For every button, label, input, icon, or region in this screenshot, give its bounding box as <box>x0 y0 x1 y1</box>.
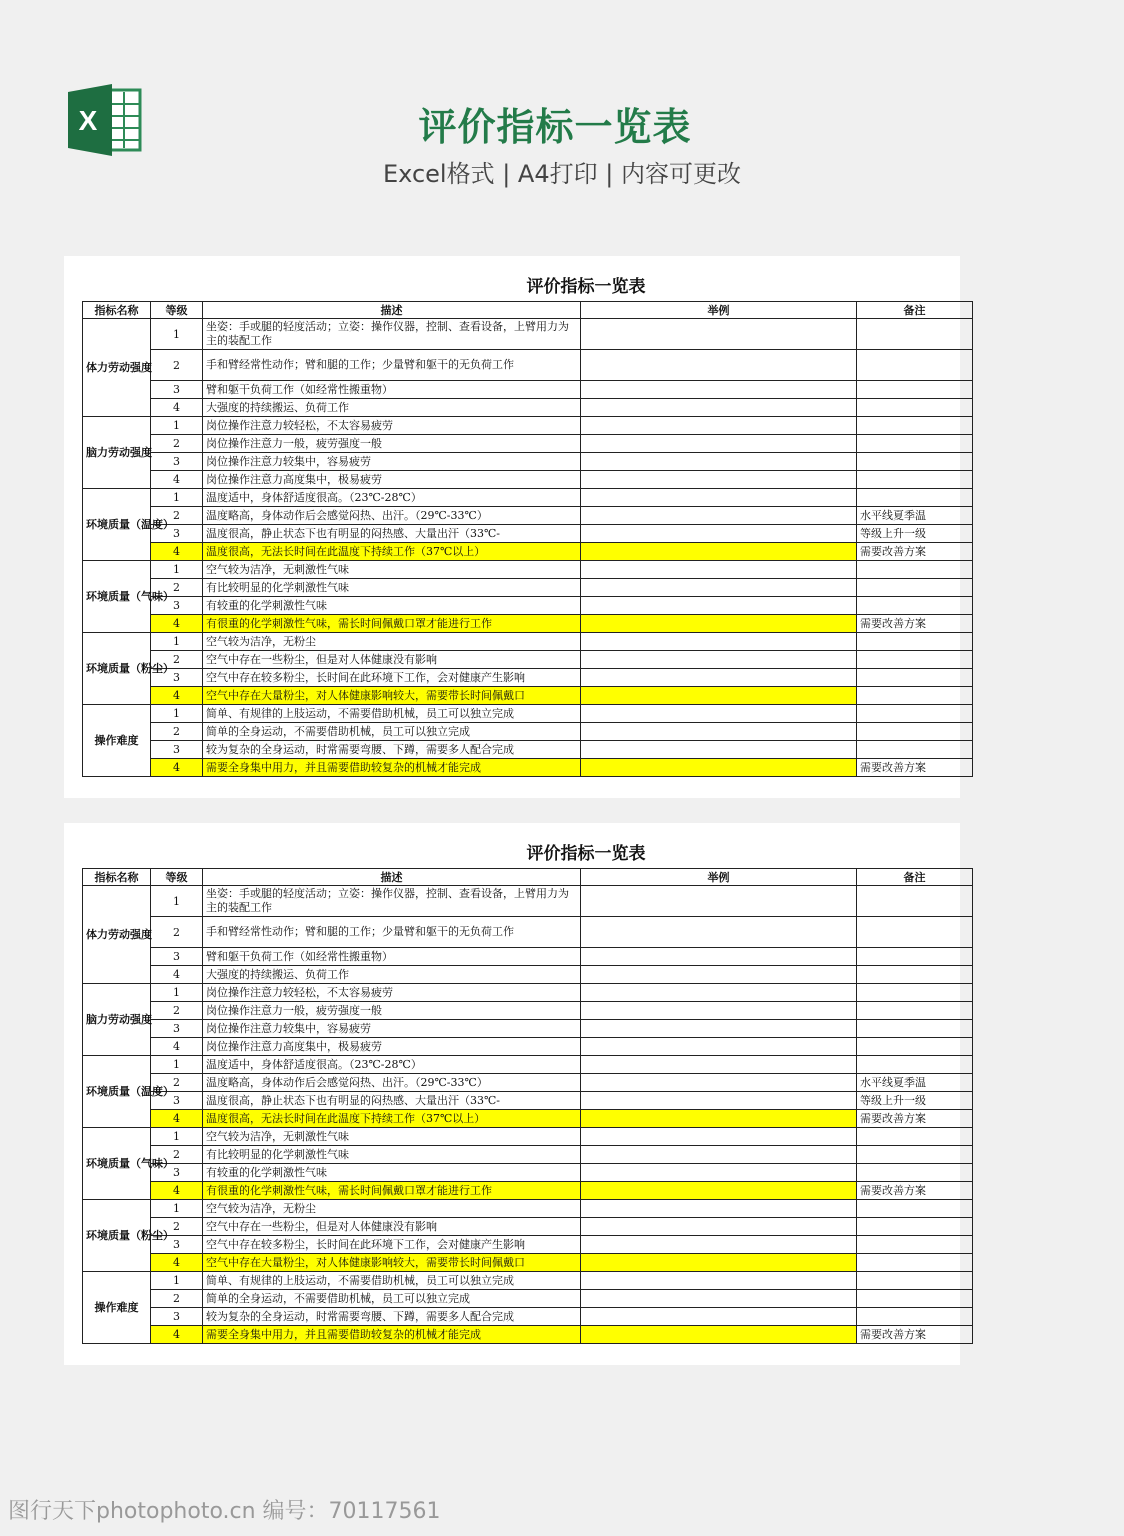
note-cell <box>857 1056 973 1074</box>
column-header: 描述 <box>203 869 581 886</box>
note-cell <box>857 597 973 615</box>
note-cell <box>857 1038 973 1056</box>
example-cell <box>581 417 857 435</box>
table-row <box>83 1074 973 1092</box>
example-cell <box>581 705 857 723</box>
indicator-name-cell: 体力劳动强度 <box>83 886 151 984</box>
table-row <box>83 579 973 597</box>
description-cell: 需要全身集中用力，并且需要借助较复杂的机械才能完成 <box>203 1326 581 1344</box>
level-cell: 1 <box>151 1200 203 1218</box>
note-cell: 需要改善方案 <box>857 759 973 777</box>
table-row <box>83 1020 973 1038</box>
level-cell: 4 <box>151 1038 203 1056</box>
example-cell <box>581 1038 857 1056</box>
description-cell: 岗位操作注意力高度集中，极易疲劳 <box>203 1038 581 1056</box>
indicator-name-cell: 环境质量（温度） <box>83 489 151 561</box>
description-cell: 温度很高，无法长时间在此温度下持续工作（37℃以上） <box>203 1110 581 1128</box>
description-cell: 岗位操作注意力一般，疲劳强度一般 <box>203 1002 581 1020</box>
level-cell: 4 <box>151 399 203 417</box>
note-cell <box>857 669 973 687</box>
description-cell: 手和臂经常性动作；臂和腿的工作；少量臂和躯干的无负荷工作 <box>203 350 581 381</box>
note-cell <box>857 723 973 741</box>
level-cell: 3 <box>151 669 203 687</box>
note-cell <box>857 471 973 489</box>
note-cell: 需要改善方案 <box>857 1326 973 1344</box>
note-cell <box>857 984 973 1002</box>
example-cell <box>581 1110 857 1128</box>
level-cell: 1 <box>151 984 203 1002</box>
example-cell <box>581 741 857 759</box>
note-cell <box>857 561 973 579</box>
description-cell: 手和臂经常性动作；臂和腿的工作；少量臂和躯干的无负荷工作 <box>203 917 581 948</box>
note-cell <box>857 1002 973 1020</box>
example-cell <box>581 1326 857 1344</box>
description-cell: 臂和躯干负荷工作（如经常性搬重物） <box>203 948 581 966</box>
note-cell <box>857 453 973 471</box>
description-cell: 温度适中，身体舒适度很高。（23℃-28℃） <box>203 489 581 507</box>
description-cell: 坐姿：手或腿的轻度活动；立姿：操作仪器，控制、查看设备，上臂用力为主的装配工作 <box>203 319 581 350</box>
level-cell: 1 <box>151 561 203 579</box>
table-row <box>83 633 973 651</box>
example-cell <box>581 1218 857 1236</box>
level-cell: 4 <box>151 471 203 489</box>
indicator-name-cell: 环境质量（气味） <box>83 561 151 633</box>
table-row <box>83 1254 973 1272</box>
description-cell: 有比较明显的化学刺激性气味 <box>203 1146 581 1164</box>
note-cell <box>857 741 973 759</box>
table-row <box>83 886 973 917</box>
note-cell <box>857 435 973 453</box>
example-cell <box>581 651 857 669</box>
table-row <box>83 1290 973 1308</box>
column-header: 举例 <box>581 302 857 319</box>
example-cell <box>581 1164 857 1182</box>
level-cell: 3 <box>151 381 203 399</box>
level-cell: 4 <box>151 615 203 633</box>
description-cell: 岗位操作注意力较集中，容易疲劳 <box>203 1020 581 1038</box>
example-cell <box>581 687 857 705</box>
table-row <box>83 525 973 543</box>
table-row <box>83 948 973 966</box>
level-cell: 4 <box>151 1182 203 1200</box>
level-cell: 4 <box>151 966 203 984</box>
table-row <box>83 669 973 687</box>
example-cell <box>581 1092 857 1110</box>
level-cell: 2 <box>151 507 203 525</box>
level-cell: 1 <box>151 1272 203 1290</box>
note-cell <box>857 350 973 381</box>
note-cell: 需要改善方案 <box>857 1182 973 1200</box>
indicator-name-cell: 环境质量（温度） <box>83 1056 151 1128</box>
note-cell <box>857 417 973 435</box>
example-cell <box>581 543 857 561</box>
example-cell <box>581 1236 857 1254</box>
level-cell: 4 <box>151 543 203 561</box>
level-cell: 2 <box>151 1146 203 1164</box>
note-cell: 需要改善方案 <box>857 615 973 633</box>
note-cell <box>857 1128 973 1146</box>
description-cell: 空气较为洁净，无粉尘 <box>203 1200 581 1218</box>
table-row <box>83 1092 973 1110</box>
level-cell: 1 <box>151 705 203 723</box>
indicator-table <box>82 301 973 777</box>
note-cell <box>857 1164 973 1182</box>
level-cell: 3 <box>151 741 203 759</box>
description-cell: 有很重的化学刺激性气味，需长时间佩戴口罩才能进行工作 <box>203 1182 581 1200</box>
note-cell <box>857 1254 973 1272</box>
page-title: 评价指标一览表 <box>418 105 692 149</box>
level-cell: 2 <box>151 1002 203 1020</box>
description-cell: 大强度的持续搬运、负荷工作 <box>203 399 581 417</box>
description-cell: 空气中存在大量粉尘，对人体健康影响较大，需要带长时间佩戴口 <box>203 687 581 705</box>
table-row <box>83 966 973 984</box>
table-row <box>83 471 973 489</box>
table-row <box>83 1200 973 1218</box>
table-row <box>83 350 973 381</box>
level-cell: 3 <box>151 1020 203 1038</box>
example-cell <box>581 1020 857 1038</box>
level-cell: 3 <box>151 597 203 615</box>
table-row <box>83 723 973 741</box>
description-cell: 空气中存在一些粉尘，但是对人体健康没有影响 <box>203 651 581 669</box>
indicator-name-cell: 操作难度 <box>83 1272 151 1344</box>
level-cell: 4 <box>151 687 203 705</box>
level-cell: 1 <box>151 489 203 507</box>
level-cell: 3 <box>151 1236 203 1254</box>
sheet-title: 评价指标一览表 <box>526 277 646 297</box>
level-cell: 3 <box>151 948 203 966</box>
column-header: 描述 <box>203 302 581 319</box>
level-cell: 2 <box>151 350 203 381</box>
table-row <box>83 1110 973 1128</box>
example-cell <box>581 319 857 350</box>
description-cell: 有较重的化学刺激性气味 <box>203 1164 581 1182</box>
level-cell: 2 <box>151 1290 203 1308</box>
description-cell: 温度适中，身体舒适度很高。（23℃-28℃） <box>203 1056 581 1074</box>
description-cell: 有很重的化学刺激性气味，需长时间佩戴口罩才能进行工作 <box>203 615 581 633</box>
level-cell: 3 <box>151 1308 203 1326</box>
description-cell: 空气较为洁净，无粉尘 <box>203 633 581 651</box>
level-cell: 1 <box>151 1056 203 1074</box>
example-cell <box>581 1308 857 1326</box>
svg-text:X: X <box>78 105 98 136</box>
table-row <box>83 759 973 777</box>
description-cell: 有较重的化学刺激性气味 <box>203 597 581 615</box>
example-cell <box>581 489 857 507</box>
example-cell <box>581 633 857 651</box>
description-cell: 空气中存在一些粉尘，但是对人体健康没有影响 <box>203 1218 581 1236</box>
table-row <box>83 1164 973 1182</box>
example-cell <box>581 966 857 984</box>
level-cell: 1 <box>151 886 203 917</box>
header-row <box>83 869 973 886</box>
note-cell <box>857 651 973 669</box>
description-cell: 需要全身集中用力，并且需要借助较复杂的机械才能完成 <box>203 759 581 777</box>
note-cell <box>857 1272 973 1290</box>
table-row <box>83 489 973 507</box>
note-cell <box>857 489 973 507</box>
description-cell: 岗位操作注意力高度集中，极易疲劳 <box>203 471 581 489</box>
description-cell: 空气中存在较多粉尘，长时间在此环境下工作，会对健康产生影响 <box>203 1236 581 1254</box>
description-cell: 较为复杂的全身运动，时常需要弯腰、下蹲，需要多人配合完成 <box>203 1308 581 1326</box>
level-cell: 4 <box>151 1254 203 1272</box>
example-cell <box>581 1254 857 1272</box>
example-cell <box>581 453 857 471</box>
level-cell: 2 <box>151 579 203 597</box>
description-cell: 岗位操作注意力较集中，容易疲劳 <box>203 453 581 471</box>
table-row <box>83 741 973 759</box>
example-cell <box>581 350 857 381</box>
description-cell: 简单、有规律的上肢运动，不需要借助机械，员工可以独立完成 <box>203 1272 581 1290</box>
table-row <box>83 417 973 435</box>
note-cell: 水平线夏季温 <box>857 1074 973 1092</box>
example-cell <box>581 1182 857 1200</box>
table-row <box>83 453 973 471</box>
note-cell <box>857 687 973 705</box>
note-cell <box>857 966 973 984</box>
level-cell: 2 <box>151 435 203 453</box>
description-cell: 岗位操作注意力一般，疲劳强度一般 <box>203 435 581 453</box>
description-cell: 空气中存在大量粉尘，对人体健康影响较大，需要带长时间佩戴口 <box>203 1254 581 1272</box>
note-cell <box>857 1200 973 1218</box>
indicator-table <box>82 868 973 1344</box>
indicator-name-cell: 环境质量（粉尘） <box>83 633 151 705</box>
example-cell <box>581 984 857 1002</box>
example-cell <box>581 561 857 579</box>
description-cell: 坐姿：手或腿的轻度活动；立姿：操作仪器，控制、查看设备，上臂用力为主的装配工作 <box>203 886 581 917</box>
column-header: 备注 <box>857 869 973 886</box>
example-cell <box>581 471 857 489</box>
level-cell: 3 <box>151 525 203 543</box>
note-cell <box>857 633 973 651</box>
description-cell: 简单的全身运动，不需要借助机械，员工可以独立完成 <box>203 1290 581 1308</box>
note-cell: 等级上升一级 <box>857 525 973 543</box>
column-header: 等级 <box>151 302 203 319</box>
table-row <box>83 1326 973 1344</box>
example-cell <box>581 723 857 741</box>
description-cell: 温度略高，身体动作后会感觉闷热、出汗。（29℃-33℃） <box>203 507 581 525</box>
table-row <box>83 543 973 561</box>
level-cell: 2 <box>151 1074 203 1092</box>
example-cell <box>581 525 857 543</box>
table-row <box>83 1056 973 1074</box>
table-row <box>83 381 973 399</box>
note-cell <box>857 886 973 917</box>
note-cell <box>857 1308 973 1326</box>
table-row <box>83 1128 973 1146</box>
table-row <box>83 507 973 525</box>
indicator-name-cell: 体力劳动强度 <box>83 319 151 417</box>
description-cell: 温度很高，静止状态下也有明显的闷热感、大量出汗（33℃- <box>203 525 581 543</box>
example-cell <box>581 948 857 966</box>
description-cell: 岗位操作注意力较轻松，不太容易疲劳 <box>203 417 581 435</box>
description-cell: 简单的全身运动，不需要借助机械，员工可以独立完成 <box>203 723 581 741</box>
note-cell <box>857 705 973 723</box>
level-cell: 2 <box>151 1218 203 1236</box>
description-cell: 温度很高，静止状态下也有明显的闷热感、大量出汗（33℃- <box>203 1092 581 1110</box>
example-cell <box>581 399 857 417</box>
level-cell: 3 <box>151 453 203 471</box>
note-cell <box>857 948 973 966</box>
column-header: 指标名称 <box>83 869 151 886</box>
level-cell: 4 <box>151 759 203 777</box>
table-row <box>83 1146 973 1164</box>
page-subtitle: Excel格式 | A4打印 | 内容可更改 <box>383 160 741 188</box>
table-row <box>83 615 973 633</box>
description-cell: 空气较为洁净，无刺激性气味 <box>203 1128 581 1146</box>
indicator-name-cell: 环境质量（粉尘） <box>83 1200 151 1272</box>
table-row <box>83 1038 973 1056</box>
sheet-preview-2 <box>64 823 960 1365</box>
example-cell <box>581 1056 857 1074</box>
example-cell <box>581 1128 857 1146</box>
note-cell <box>857 1290 973 1308</box>
level-cell: 4 <box>151 1326 203 1344</box>
column-header: 举例 <box>581 869 857 886</box>
table-row <box>83 399 973 417</box>
indicator-name-cell: 环境质量（气味） <box>83 1128 151 1200</box>
note-cell <box>857 381 973 399</box>
column-header: 指标名称 <box>83 302 151 319</box>
example-cell <box>581 1290 857 1308</box>
example-cell <box>581 759 857 777</box>
table-row <box>83 651 973 669</box>
note-cell <box>857 579 973 597</box>
level-cell: 2 <box>151 651 203 669</box>
table-row <box>83 1218 973 1236</box>
description-cell: 较为复杂的全身运动，时常需要弯腰、下蹲，需要多人配合完成 <box>203 741 581 759</box>
level-cell: 4 <box>151 1110 203 1128</box>
table-row <box>83 1308 973 1326</box>
example-cell <box>581 1074 857 1092</box>
description-cell: 有比较明显的化学刺激性气味 <box>203 579 581 597</box>
level-cell: 1 <box>151 319 203 350</box>
example-cell <box>581 1200 857 1218</box>
note-cell: 水平线夏季温 <box>857 507 973 525</box>
sheet-title: 评价指标一览表 <box>526 844 646 864</box>
example-cell <box>581 597 857 615</box>
example-cell <box>581 1146 857 1164</box>
note-cell <box>857 1146 973 1164</box>
level-cell: 2 <box>151 917 203 948</box>
note-cell <box>857 319 973 350</box>
example-cell <box>581 435 857 453</box>
description-cell: 岗位操作注意力较轻松，不太容易疲劳 <box>203 984 581 1002</box>
example-cell <box>581 1272 857 1290</box>
note-cell <box>857 399 973 417</box>
level-cell: 1 <box>151 1128 203 1146</box>
example-cell <box>581 1002 857 1020</box>
table-row <box>83 687 973 705</box>
example-cell <box>581 917 857 948</box>
example-cell <box>581 579 857 597</box>
indicator-name-cell: 脑力劳动强度 <box>83 984 151 1056</box>
table-row <box>83 705 973 723</box>
example-cell <box>581 381 857 399</box>
description-cell: 温度略高，身体动作后会感觉闷热、出汗。（29℃-33℃） <box>203 1074 581 1092</box>
indicator-name-cell: 脑力劳动强度 <box>83 417 151 489</box>
example-cell <box>581 886 857 917</box>
table-row <box>83 561 973 579</box>
level-cell: 1 <box>151 417 203 435</box>
note-cell <box>857 1236 973 1254</box>
level-cell: 3 <box>151 1092 203 1110</box>
table-row <box>83 1236 973 1254</box>
table-row <box>83 597 973 615</box>
description-cell: 臂和躯干负荷工作（如经常性搬重物） <box>203 381 581 399</box>
example-cell <box>581 669 857 687</box>
table-row <box>83 1272 973 1290</box>
example-cell <box>581 507 857 525</box>
description-cell: 简单、有规律的上肢运动，不需要借助机械，员工可以独立完成 <box>203 705 581 723</box>
indicator-name-cell: 操作难度 <box>83 705 151 777</box>
description-cell: 空气较为洁净，无刺激性气味 <box>203 561 581 579</box>
header-row <box>83 302 973 319</box>
description-cell: 温度很高，无法长时间在此温度下持续工作（37℃以上） <box>203 543 581 561</box>
table-row <box>83 1182 973 1200</box>
table-row <box>83 1002 973 1020</box>
note-cell: 需要改善方案 <box>857 543 973 561</box>
table-row <box>83 917 973 948</box>
note-cell <box>857 917 973 948</box>
example-cell <box>581 615 857 633</box>
watermark: 图行天下photophoto.cn 编号：70117561 <box>8 1499 441 1524</box>
table-row <box>83 319 973 350</box>
description-cell: 空气中存在较多粉尘，长时间在此环境下工作，会对健康产生影响 <box>203 669 581 687</box>
note-cell <box>857 1218 973 1236</box>
table-row <box>83 984 973 1002</box>
description-cell: 大强度的持续搬运、负荷工作 <box>203 966 581 984</box>
note-cell: 等级上升一级 <box>857 1092 973 1110</box>
note-cell <box>857 1020 973 1038</box>
level-cell: 2 <box>151 723 203 741</box>
column-header: 备注 <box>857 302 973 319</box>
sheet-preview-1 <box>64 256 960 798</box>
note-cell: 需要改善方案 <box>857 1110 973 1128</box>
level-cell: 3 <box>151 1164 203 1182</box>
level-cell: 1 <box>151 633 203 651</box>
table-row <box>83 435 973 453</box>
column-header: 等级 <box>151 869 203 886</box>
